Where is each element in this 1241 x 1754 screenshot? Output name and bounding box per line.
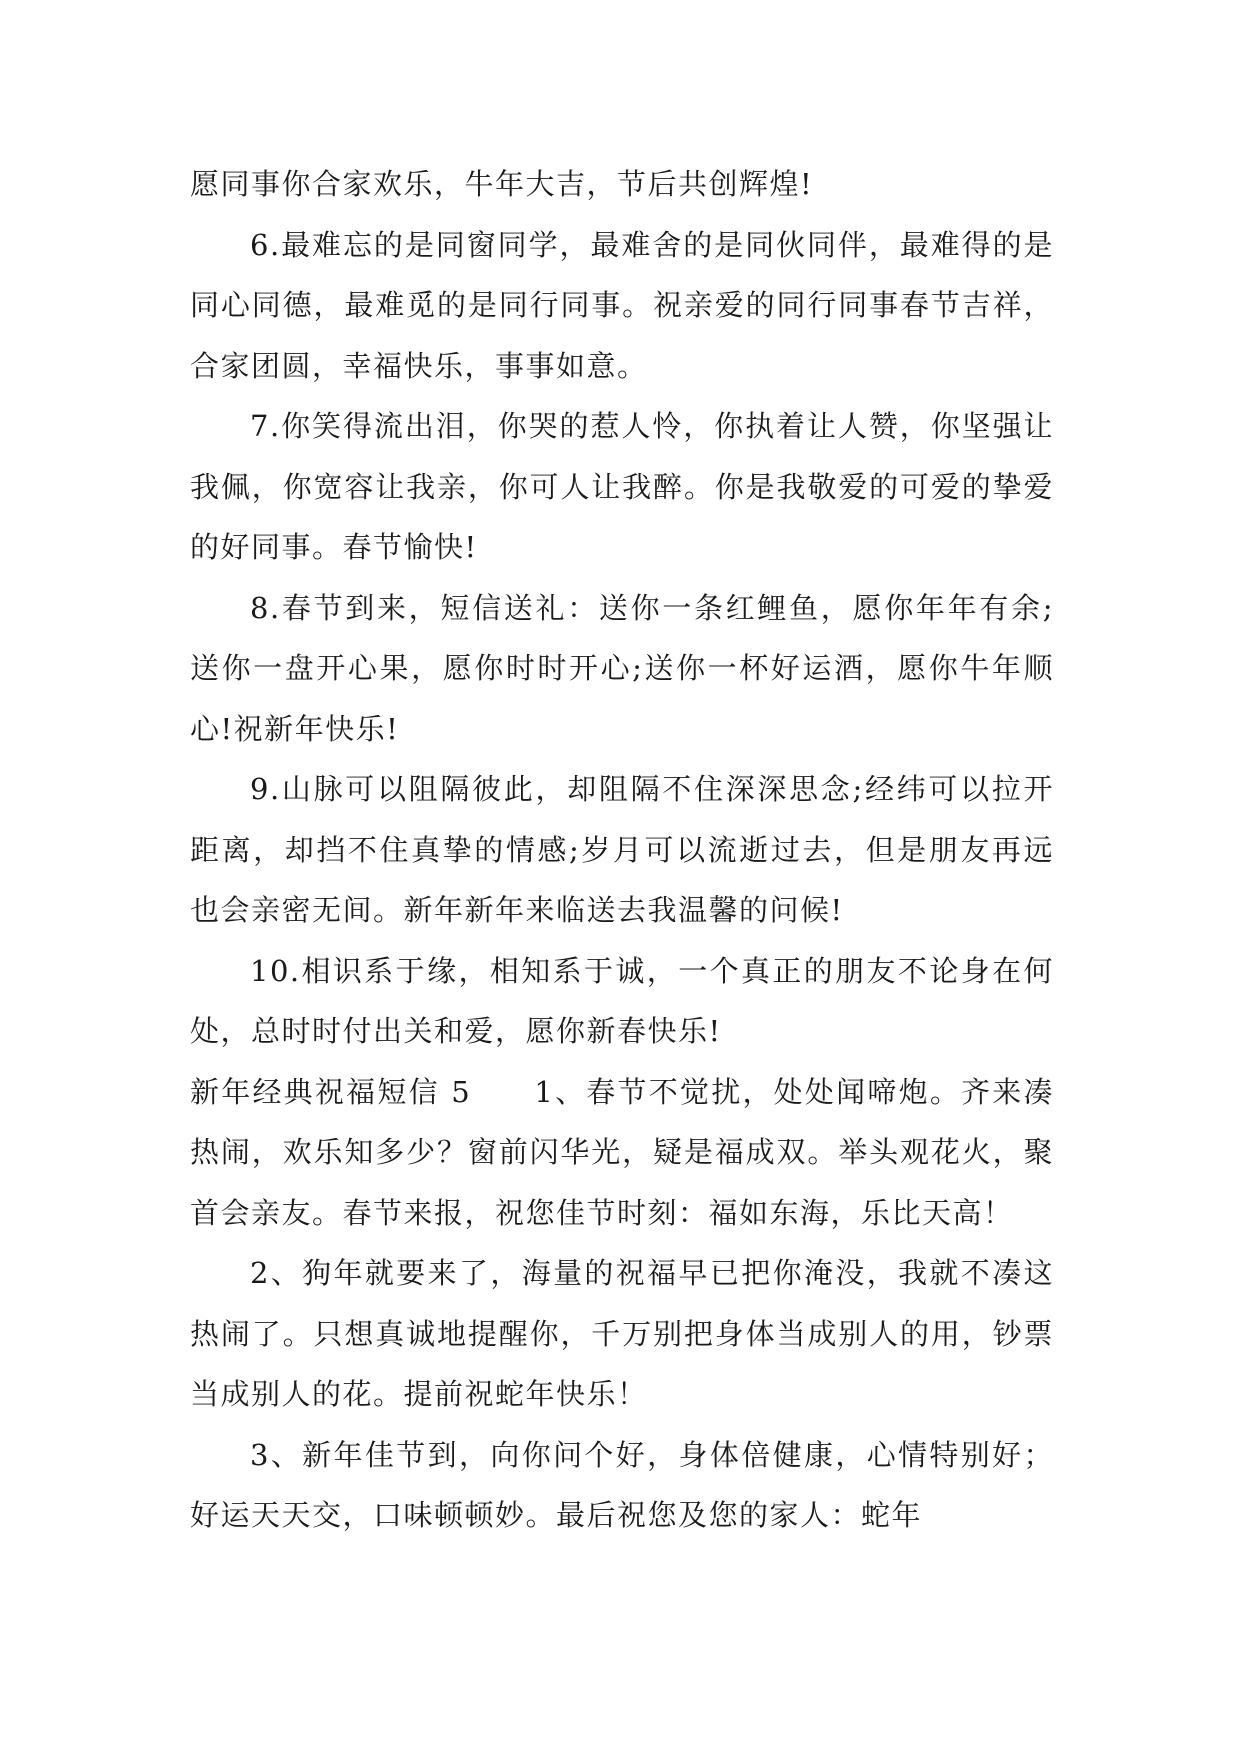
paragraph-item-10: 10.相识系于缘，相知系于诚，一个真正的朋友不论身在何处，总时时付出关和爱，愿你新春快乐! (190, 953, 1054, 1048)
paragraph-item-2: 2、狗年就要来了，海量的祝福早已把你淹没，我就不凑这热闹了。只想真诚地提醒你，千万别把身体当成别人的用，钞票当成别人的花。提前祝蛇年快乐！ (190, 1256, 1054, 1411)
document-body (190, 154, 1054, 1546)
paragraph-item-3: 3、新年佳节到，向你问个好，身体倍健康，心情特别好；好运天天交，口味顿顿妙。最后祝您及您的家人：蛇年 (190, 1437, 1054, 1532)
section-heading-paragraph: 新年经典祝福短信 5 1、春节不觉扰，处处闻啼炮。齐来凑热闹，欢乐知多少？窗前闪华光，疑是福成双。举头观花火，聚首会亲友。春节来报，祝您佳节时刻：福如东海，乐比天高！ (190, 1074, 1054, 1230)
paragraph-item-9: 9.山脉可以阻隔彼此，却阻隔不住深深思念;经纬可以拉开距离，却挡不住真挚的情感;岁月可以流逝过去，但是朋友再远也会亲密无间。新年新年来临送去我温馨的问候! (190, 772, 1054, 927)
paragraph-item-8: 8.春节到来，短信送礼：送你一条红鲤鱼，愿你年年有余;送你一盘开心果，愿你时时开心;送你一杯好运酒，愿你牛年顺心!祝新年快乐! (190, 590, 1054, 746)
paragraph-continuation: 愿同事你合家欢乐，牛年大吉，节后共创辉煌! (190, 167, 814, 201)
paragraph-item-6: 6.最难忘的是同窗同学，最难舍的是同伙同伴，最难得的是同心同德，最难觅的是同行同事。祝亲爱的同行同事春节吉祥，合家团圆，幸福快乐，事事如意。 (190, 227, 1054, 383)
paragraph-item-7: 7.你笑得流出泪，你哭的惹人怜，你执着让人赞，你坚强让我佩，你宽容让我亲，你可人让我醉。你是我敬爱的可爱的挚爱的好同事。春节愉快! (190, 409, 1054, 564)
